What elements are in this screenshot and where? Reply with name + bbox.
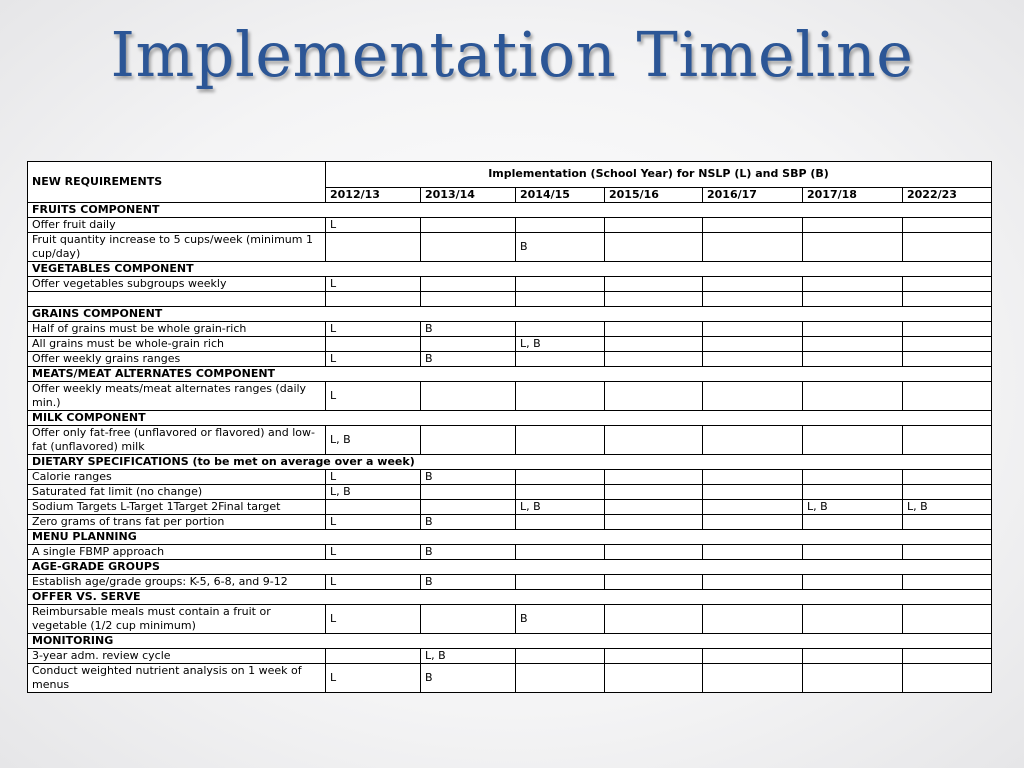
timeline-cell: B: [421, 664, 516, 693]
timeline-cell: [803, 277, 903, 292]
timeline-cell: L, B: [326, 485, 421, 500]
section-label: AGE-GRADE GROUPS: [28, 560, 992, 575]
section-label: MONITORING: [28, 634, 992, 649]
timeline-cell: [326, 649, 421, 664]
timeline-cell: [516, 664, 605, 693]
timeline-cell: [421, 277, 516, 292]
timeline-cell: [326, 233, 421, 262]
requirement-label: Sodium Targets L-Target 1Target 2Final target: [28, 500, 326, 515]
year-header: 2012/13: [326, 187, 421, 202]
timeline-cell: [703, 322, 803, 337]
timeline-cell: L: [326, 470, 421, 485]
section-row: [28, 367, 992, 382]
timeline-cell: B: [421, 322, 516, 337]
timeline-cell: L: [326, 664, 421, 693]
timeline-cell: [803, 426, 903, 455]
timeline-cell: [903, 277, 992, 292]
timeline-cell: L: [326, 218, 421, 233]
table-row: [28, 233, 992, 262]
timeline-cell: [803, 664, 903, 693]
timeline-cell: [903, 337, 992, 352]
timeline-cell: [903, 605, 992, 634]
table-row: [28, 426, 992, 455]
timeline-cell: [903, 515, 992, 530]
timeline-cell: L, B: [803, 500, 903, 515]
timeline-cell: [516, 352, 605, 367]
timeline-cell: [516, 575, 605, 590]
timeline-cell: [903, 575, 992, 590]
timeline-cell: [703, 485, 803, 500]
timeline-cell: B: [516, 605, 605, 634]
table-row: [28, 485, 992, 500]
requirements-header: NEW REQUIREMENTS: [28, 162, 326, 203]
timeline-cell: [605, 545, 703, 560]
timeline-cell: [803, 322, 903, 337]
requirement-label: Offer weekly grains ranges: [28, 352, 326, 367]
timeline-cell: L: [326, 545, 421, 560]
timeline-cell: [703, 470, 803, 485]
timeline-cell: [516, 470, 605, 485]
timeline-cell: [605, 337, 703, 352]
timeline-cell: L: [326, 575, 421, 590]
timeline-cell: [803, 352, 903, 367]
timeline-cell: [703, 545, 803, 560]
timeline-cell: B: [421, 352, 516, 367]
requirement-label: Zero grams of trans fat per portion: [28, 515, 326, 530]
timeline-cell: [421, 218, 516, 233]
year-header: 2016/17: [703, 187, 803, 202]
timeline-cell: [516, 277, 605, 292]
timeline-cell: [326, 500, 421, 515]
timeline-cell: [703, 382, 803, 411]
section-label: VEGETABLES COMPONENT: [28, 262, 992, 277]
timeline-cell: [605, 322, 703, 337]
year-header: 2022/23: [903, 187, 992, 202]
table-row: [28, 664, 992, 693]
timeline-cell: [803, 649, 903, 664]
timeline-cell: L, B: [903, 500, 992, 515]
timeline-cell: [605, 485, 703, 500]
timeline-cell: [703, 426, 803, 455]
section-label: MENU PLANNING: [28, 530, 992, 545]
section-row: [28, 307, 992, 322]
table-row: [28, 352, 992, 367]
timeline-cell: L: [326, 352, 421, 367]
timeline-cell: [803, 515, 903, 530]
timeline-cell: B: [421, 515, 516, 530]
timeline-cell: [605, 292, 703, 307]
requirement-label: Conduct weighted nutrient analysis on 1 week of menus: [28, 664, 326, 693]
timeline-cell: L, B: [516, 500, 605, 515]
requirement-label: Offer fruit daily: [28, 218, 326, 233]
timeline-cell: [803, 337, 903, 352]
requirement-label: Saturated fat limit (no change): [28, 485, 326, 500]
timeline-cell: [803, 470, 903, 485]
section-label: FRUITS COMPONENT: [28, 203, 992, 218]
timeline-cell: [703, 515, 803, 530]
timeline-cell: [703, 500, 803, 515]
timeline-cell: [803, 233, 903, 262]
timeline-cell: [903, 664, 992, 693]
timeline-cell: B: [516, 233, 605, 262]
timeline-cell: [421, 382, 516, 411]
table-row: [28, 382, 992, 411]
timeline-cell: [703, 664, 803, 693]
timeline-cell: [803, 575, 903, 590]
section-label: GRAINS COMPONENT: [28, 307, 992, 322]
timeline-cell: [703, 575, 803, 590]
implementation-timeline-table: [27, 161, 992, 693]
timeline-cell: [421, 292, 516, 307]
timeline-cell: [421, 605, 516, 634]
timeline-cell: [903, 382, 992, 411]
timeline-cell: [703, 218, 803, 233]
table-row: [28, 649, 992, 664]
timeline-cell: L: [326, 322, 421, 337]
timeline-cell: [903, 352, 992, 367]
requirement-label: Offer weekly meats/meat alternates ranges (daily min.): [28, 382, 326, 411]
timeline-cell: [903, 218, 992, 233]
timeline-cell: [421, 233, 516, 262]
timeline-cell: [803, 605, 903, 634]
timeline-cell: [903, 322, 992, 337]
table-row: [28, 500, 992, 515]
timeline-cell: B: [421, 470, 516, 485]
section-row: [28, 455, 992, 470]
year-header: 2014/15: [516, 187, 605, 202]
timeline-cell: [605, 649, 703, 664]
requirement-label: Reimbursable meals must contain a fruit or vegetable (1/2 cup minimum): [28, 605, 326, 634]
timeline-cell: L: [326, 605, 421, 634]
year-header: 2017/18: [803, 187, 903, 202]
timeline-cell: [903, 649, 992, 664]
requirement-label: Offer vegetables subgroups weekly: [28, 277, 326, 292]
implementation-header: Implementation (School Year) for NSLP (L) and SBP (B): [326, 162, 992, 188]
timeline-cell: [803, 545, 903, 560]
requirement-label: Half of grains must be whole grain-rich: [28, 322, 326, 337]
timeline-cell: [605, 233, 703, 262]
table-row: [28, 337, 992, 352]
timeline-cell: [516, 426, 605, 455]
table-row: [28, 515, 992, 530]
timeline-cell: L, B: [516, 337, 605, 352]
requirement-label: [28, 292, 326, 307]
timeline-cell: [703, 352, 803, 367]
timeline-cell: [516, 485, 605, 500]
section-row: [28, 411, 992, 426]
section-row: [28, 560, 992, 575]
timeline-cell: [605, 575, 703, 590]
header-row: [28, 162, 992, 188]
timeline-cell: [516, 218, 605, 233]
year-header: 2013/14: [421, 187, 516, 202]
timeline-cell: [605, 426, 703, 455]
requirement-label: Offer only fat-free (unflavored or flavored) and low-fat (unflavored) milk: [28, 426, 326, 455]
timeline-cell: [803, 292, 903, 307]
section-label: MEATS/MEAT ALTERNATES COMPONENT: [28, 367, 992, 382]
timeline-cell: [421, 500, 516, 515]
timeline-cell: [421, 426, 516, 455]
timeline-cell: [803, 485, 903, 500]
timeline-cell: L, B: [326, 426, 421, 455]
timeline-cell: L: [326, 382, 421, 411]
timeline-cell: L: [326, 277, 421, 292]
timeline-cell: [803, 218, 903, 233]
timeline-cell: [703, 277, 803, 292]
requirement-label: All grains must be whole-grain rich: [28, 337, 326, 352]
timeline-cell: [605, 515, 703, 530]
timeline-cell: [516, 292, 605, 307]
timeline-cell: [605, 605, 703, 634]
section-label: OFFER VS. SERVE: [28, 590, 992, 605]
timeline-cell: [903, 233, 992, 262]
timeline-cell: [516, 322, 605, 337]
timeline-cell: [903, 426, 992, 455]
timeline-cell: [605, 352, 703, 367]
timeline-cell: B: [421, 545, 516, 560]
section-row: [28, 203, 992, 218]
timeline-cell: L, B: [421, 649, 516, 664]
timeline-cell: [903, 545, 992, 560]
section-label: MILK COMPONENT: [28, 411, 992, 426]
timeline-cell: [605, 277, 703, 292]
requirement-label: Calorie ranges: [28, 470, 326, 485]
requirement-label: Fruit quantity increase to 5 cups/week (minimum 1 cup/day): [28, 233, 326, 262]
table-row: [28, 545, 992, 560]
timeline-cell: [605, 218, 703, 233]
table-row: [28, 605, 992, 634]
timeline-cell: [516, 545, 605, 560]
page-title: Implementation Timeline: [110, 18, 914, 91]
requirement-label: 3-year adm. review cycle: [28, 649, 326, 664]
section-label: DIETARY SPECIFICATIONS (to be met on average over a week): [28, 455, 992, 470]
table-row: [28, 277, 992, 292]
requirement-label: Establish age/grade groups: K-5, 6-8, and 9-12: [28, 575, 326, 590]
timeline-cell: [703, 337, 803, 352]
timeline-cell: [903, 470, 992, 485]
timeline-cell: L: [326, 515, 421, 530]
section-row: [28, 590, 992, 605]
timeline-cell: [903, 292, 992, 307]
timeline-cell: [703, 292, 803, 307]
table-row: [28, 292, 992, 307]
timeline-cell: [803, 382, 903, 411]
timeline-cell: B: [421, 575, 516, 590]
table-row: [28, 470, 992, 485]
table-row: [28, 322, 992, 337]
timeline-cell: [326, 337, 421, 352]
timeline-cell: [703, 233, 803, 262]
timeline-cell: [421, 485, 516, 500]
timeline-cell: [703, 605, 803, 634]
timeline-cell: [516, 382, 605, 411]
table-row: [28, 218, 992, 233]
year-header: 2015/16: [605, 187, 703, 202]
section-row: [28, 262, 992, 277]
timeline-cell: [516, 515, 605, 530]
timeline-cell: [703, 649, 803, 664]
timeline-cell: [516, 649, 605, 664]
table-row: [28, 575, 992, 590]
timeline-cell: [605, 382, 703, 411]
timeline-cell: [903, 485, 992, 500]
timeline-cell: [421, 337, 516, 352]
section-row: [28, 530, 992, 545]
timeline-cell: [326, 292, 421, 307]
timeline-cell: [605, 470, 703, 485]
table-body: [28, 203, 992, 693]
requirement-label: A single FBMP approach: [28, 545, 326, 560]
section-row: [28, 634, 992, 649]
timeline-cell: [605, 500, 703, 515]
timeline-cell: [605, 664, 703, 693]
